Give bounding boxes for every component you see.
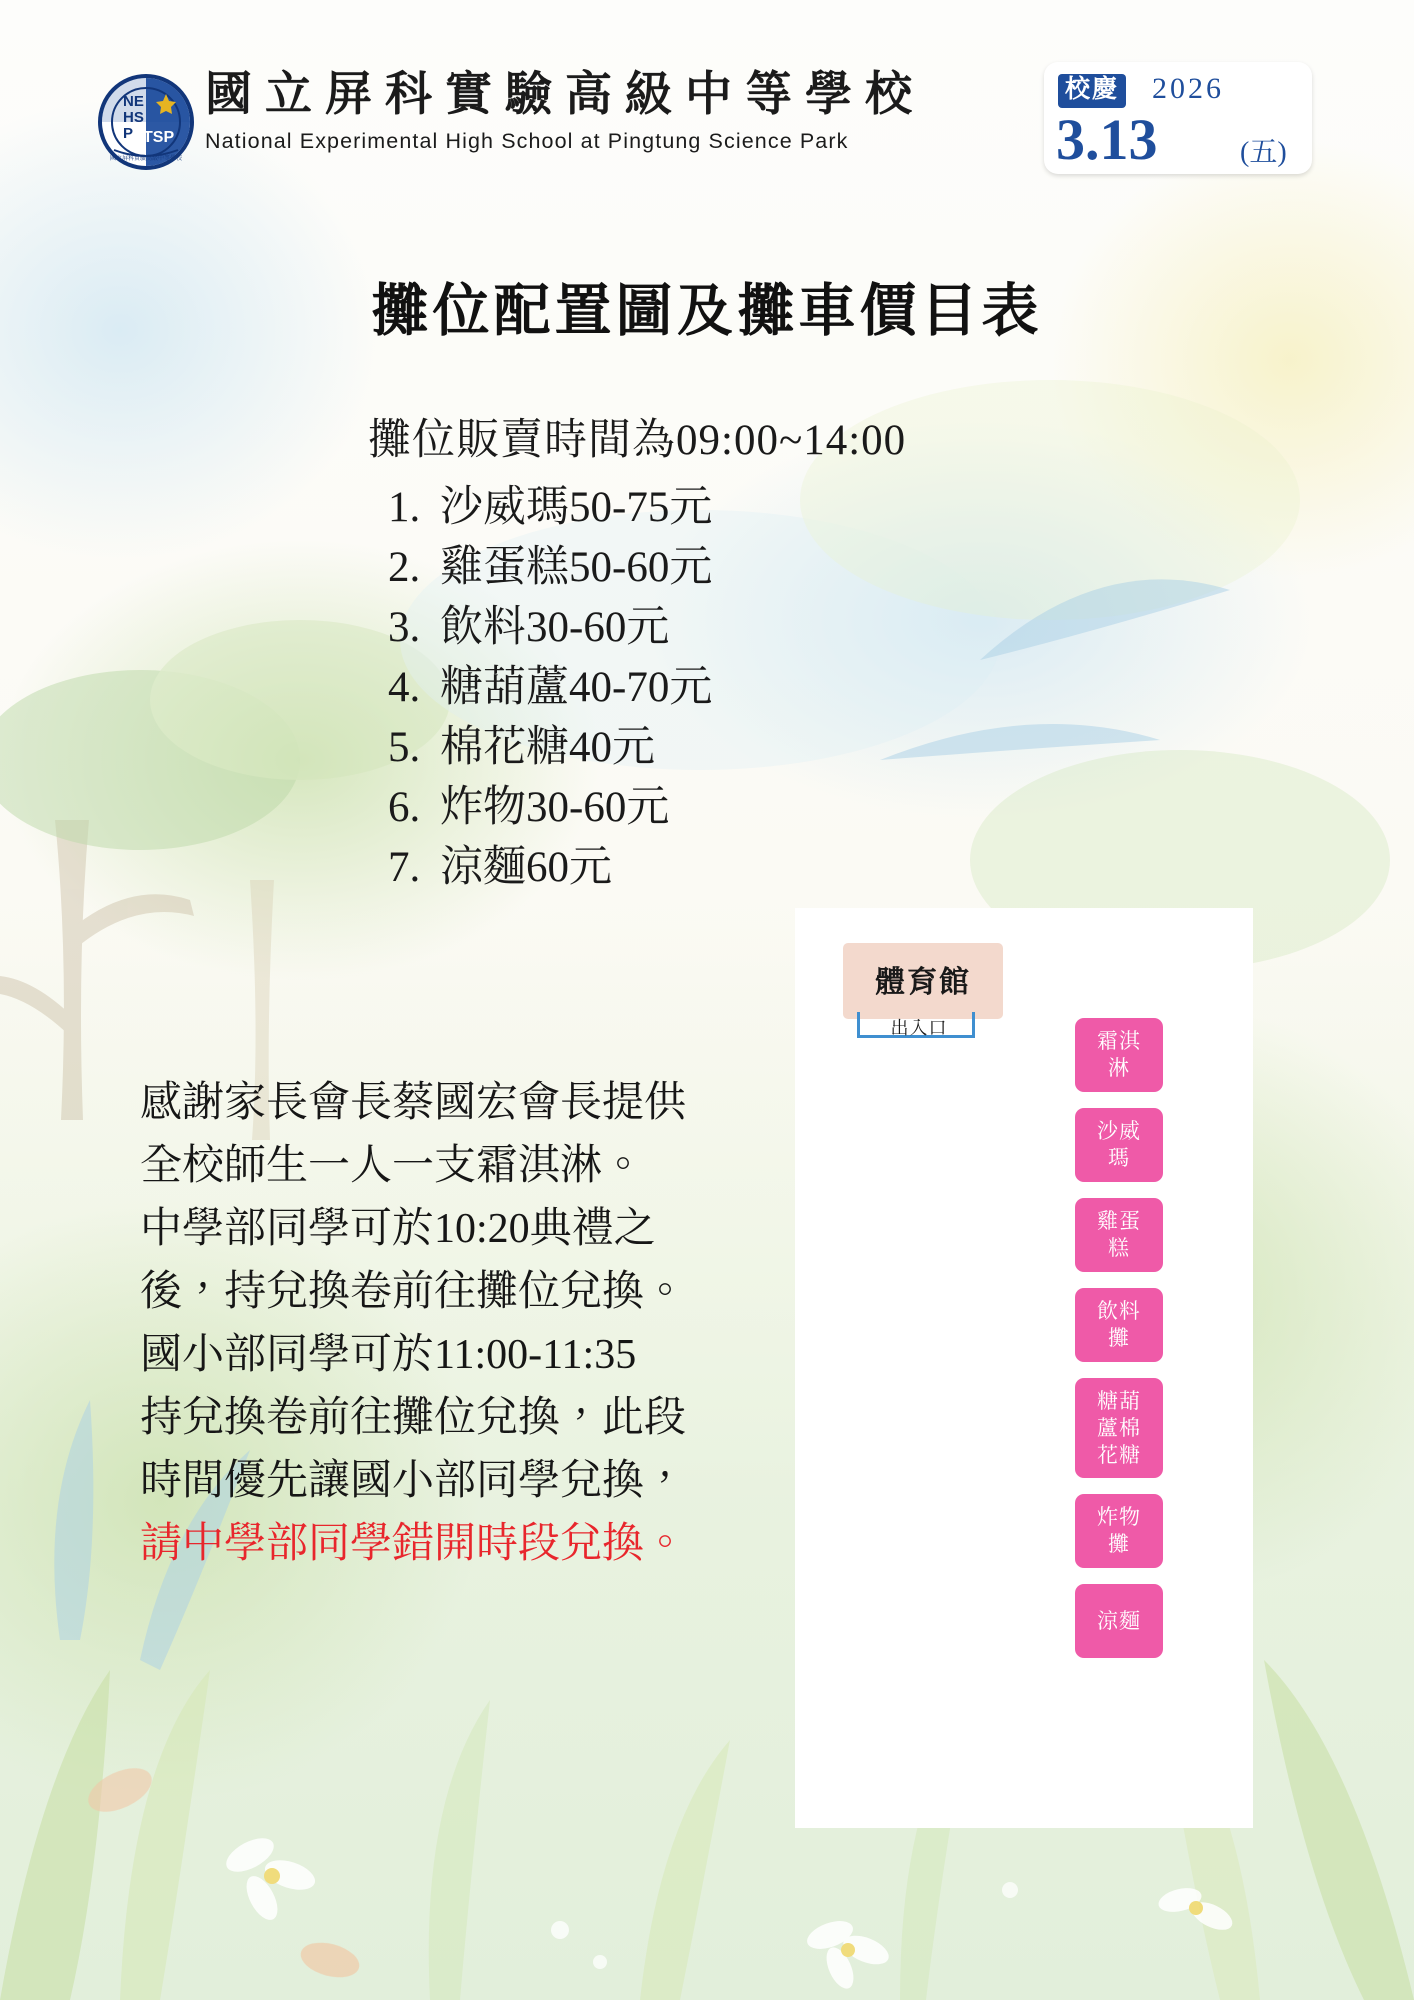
note-line: 國小部同學可於11:00-11:35: [140, 1332, 637, 1378]
list-item: [388, 598, 712, 658]
note-line: 中學部同學可於10:20典禮之: [140, 1206, 656, 1252]
page-title: 攤位配置圖及攤車價目表: [371, 280, 1043, 343]
note-line: 時間優先讓國小部同學兌換，: [140, 1458, 687, 1504]
list-item-number: 2.: [388, 544, 421, 591]
stall-line: 瑪: [1108, 1146, 1130, 1170]
svg-text:NE: NE: [123, 93, 144, 110]
svg-text:P: P: [123, 125, 134, 142]
stall-line: 霜淇: [1097, 1029, 1141, 1053]
price-list: [388, 478, 712, 898]
list-item: [388, 478, 712, 538]
list-item-number: 3.: [388, 604, 421, 651]
stall-box-cold-noodles: [1075, 1584, 1163, 1658]
gym-entrance-marker: [857, 1012, 975, 1038]
list-item: [388, 658, 712, 718]
list-item-number: 1.: [388, 484, 421, 531]
stall-box-candied-fruit-cotton-candy: [1075, 1378, 1163, 1478]
stall-line: 沙威: [1097, 1119, 1141, 1143]
list-item-label: 沙威瑪50-75元: [440, 484, 713, 531]
stall-box-shawarma: [1075, 1108, 1163, 1182]
badge-tag-label: 校慶: [1058, 74, 1126, 108]
gym-entrance-label: 出入口: [890, 1018, 948, 1038]
stall-line: 花糖: [1097, 1442, 1141, 1467]
stall-line: 涼麵: [1097, 1608, 1141, 1633]
gymnasium-label: 體育館: [875, 966, 971, 999]
anniversary-date-badge: [1044, 62, 1312, 174]
list-item: [388, 778, 712, 838]
stall-line: 攤: [1108, 1532, 1130, 1556]
stall-box-drinks: [1075, 1288, 1163, 1362]
list-item-label: 雞蛋糕50-60元: [440, 544, 713, 591]
list-item-number: 5.: [388, 724, 421, 771]
badge-year: 2026: [1152, 72, 1224, 105]
stall-line: 飲料: [1097, 1299, 1141, 1323]
svg-text:國立屏科實驗高級中等學校: 國立屏科實驗高級中等學校: [109, 156, 183, 162]
list-item-label: 棉花糖40元: [440, 724, 655, 771]
stall-line: 攤: [1108, 1326, 1130, 1350]
list-item: [388, 718, 712, 778]
note-line: 後，持兌換卷前往攤位兌換。: [140, 1269, 687, 1315]
list-item: [388, 538, 712, 598]
note-warning: 請中學部同學錯開時段兌換。: [140, 1521, 687, 1567]
svg-text:HS: HS: [123, 109, 144, 126]
school-name-en: National Experimental High School at Pingtung Science Park: [205, 128, 849, 153]
note-line: 感謝家長會長蔡國宏會長提供: [140, 1080, 687, 1126]
school-name-block: [205, 66, 1005, 154]
list-item-label: 飲料30-60元: [440, 604, 670, 651]
list-item: [388, 838, 712, 898]
ice-cream-note: [140, 1072, 820, 1576]
badge-day: 3.13: [1056, 107, 1158, 172]
list-item-number: 6.: [388, 784, 421, 831]
stall-line: 雞蛋: [1097, 1209, 1141, 1233]
stall-box-ice-cream: [1075, 1018, 1163, 1092]
stall-line: 糕: [1108, 1236, 1130, 1260]
selling-time-text: 攤位販賣時間為09:00~14:00: [368, 417, 907, 464]
school-emblem-icon: [96, 72, 192, 168]
stall-line: 淋: [1108, 1056, 1130, 1080]
school-name-zh: 國立屏科實驗高級中等學校: [205, 69, 925, 121]
note-line: 全校師生一人一支霜淇淋。: [140, 1143, 645, 1189]
list-item-label: 炸物30-60元: [440, 784, 670, 831]
list-item-number: 7.: [388, 844, 421, 891]
svg-text:TSP: TSP: [143, 129, 175, 146]
stall-line: 炸物: [1097, 1505, 1141, 1529]
stall-line: 蘆棉: [1097, 1415, 1141, 1440]
note-line: 持兌換卷前往攤位兌換，此段: [140, 1395, 687, 1441]
badge-weekday: (五): [1240, 137, 1287, 168]
list-item-label: 涼麵60元: [440, 844, 612, 891]
poster-header: [0, 58, 1414, 178]
stall-box-egg-cake: [1075, 1198, 1163, 1272]
stall-line: 糖葫: [1097, 1388, 1141, 1413]
stall-layout-map: [795, 908, 1253, 1828]
stall-box-fried-food: [1075, 1494, 1163, 1568]
gymnasium-block: [843, 943, 1003, 1019]
list-item-number: 4.: [388, 664, 421, 711]
list-item-label: 糖葫蘆40-70元: [440, 664, 713, 711]
